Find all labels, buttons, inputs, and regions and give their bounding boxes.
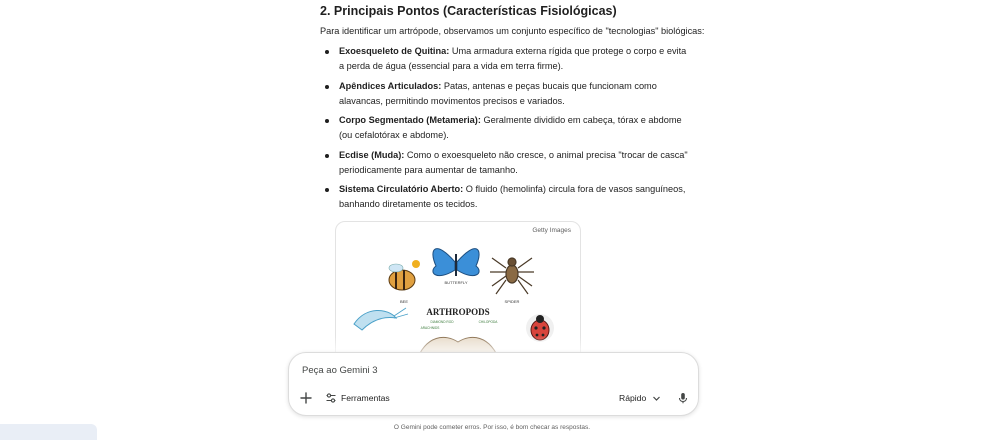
prompt-composer[interactable] (288, 352, 699, 416)
tools-label: Ferramentas (341, 393, 390, 403)
list-item-text: O fluido (hemolinfa) circula fora de vasos sanguíneos, banhando diretamente os tecidos. (339, 184, 686, 209)
bee-label: BEE (399, 299, 409, 304)
list-item-text: Como o exoesqueleto não cresce, o animal precisa "trocar de casca" periodicamente para aumentar de tamanho. (339, 150, 688, 175)
microphone-icon (675, 390, 691, 406)
list-item (320, 148, 690, 178)
mode-label: Rápido (619, 393, 647, 403)
list-item (320, 44, 690, 74)
spider-label: SPIDER (504, 299, 520, 304)
chevron-down-icon (652, 394, 661, 403)
list-item-term: Exoesqueleto de Quitina: (339, 46, 450, 56)
tools-icon (325, 392, 337, 404)
list-item-term: Ecdise (Muda): (339, 150, 405, 160)
intro-paragraph: Para identificar um artrópode, observamos um conjunto específico de "tecnologias" biológicas: (320, 26, 705, 36)
list-item-term: Apêndices Articulados: (339, 81, 442, 91)
branch-label: DIAMOND ROD (430, 320, 454, 324)
mode-selector[interactable] (619, 390, 661, 406)
butterfly-label: BUTTERFLY (444, 280, 468, 285)
branch-label: CHILOPODA (478, 320, 498, 324)
list-item-term: Sistema Circulatório Aberto: (339, 184, 464, 194)
bee-illustration (389, 260, 420, 304)
branch-label: ARACHNIDS (420, 326, 440, 330)
spider-illustration (490, 258, 534, 304)
bullet-dot (325, 188, 329, 192)
prompt-input[interactable]: Peça ao Gemini 3 (302, 365, 378, 376)
list-item (320, 113, 690, 143)
shrimp-illustration (354, 308, 408, 330)
image-credit: Getty Images (532, 227, 571, 234)
tools-button[interactable] (325, 390, 390, 406)
microphone-button[interactable] (675, 390, 691, 406)
bullet-dot (325, 50, 329, 54)
list-item-text: Patas, antenas e peças bucais que funcionam como alavancas, permitindo movimentos precisos e variados. (339, 81, 657, 106)
bullet-dot (325, 85, 329, 89)
bullet-dot (325, 119, 329, 123)
image-title: ARTHROPODS (426, 307, 490, 317)
disclaimer-text: O Gemini pode cometer erros. Por isso, é bom checar as respostas. (393, 424, 591, 431)
list-item-text: Uma armadura externa rígida que protege o corpo e evita a perda de água (essencial para a vida em terra firme). (339, 46, 687, 71)
list-item (320, 182, 690, 212)
list-item (320, 79, 690, 109)
add-button[interactable] (298, 390, 314, 406)
butterfly-illustration (433, 249, 479, 285)
plus-icon (298, 390, 314, 406)
section-heading: 2. Principais Pontos (Características Fisiológicas) (320, 4, 617, 18)
bullet-dot (325, 154, 329, 158)
list-item-term: Corpo Segmentado (Metameria): (339, 115, 481, 125)
list-item-text: Geralmente dividido em cabeça, tórax e abdome (ou cefalotórax e abdome). (339, 115, 682, 140)
